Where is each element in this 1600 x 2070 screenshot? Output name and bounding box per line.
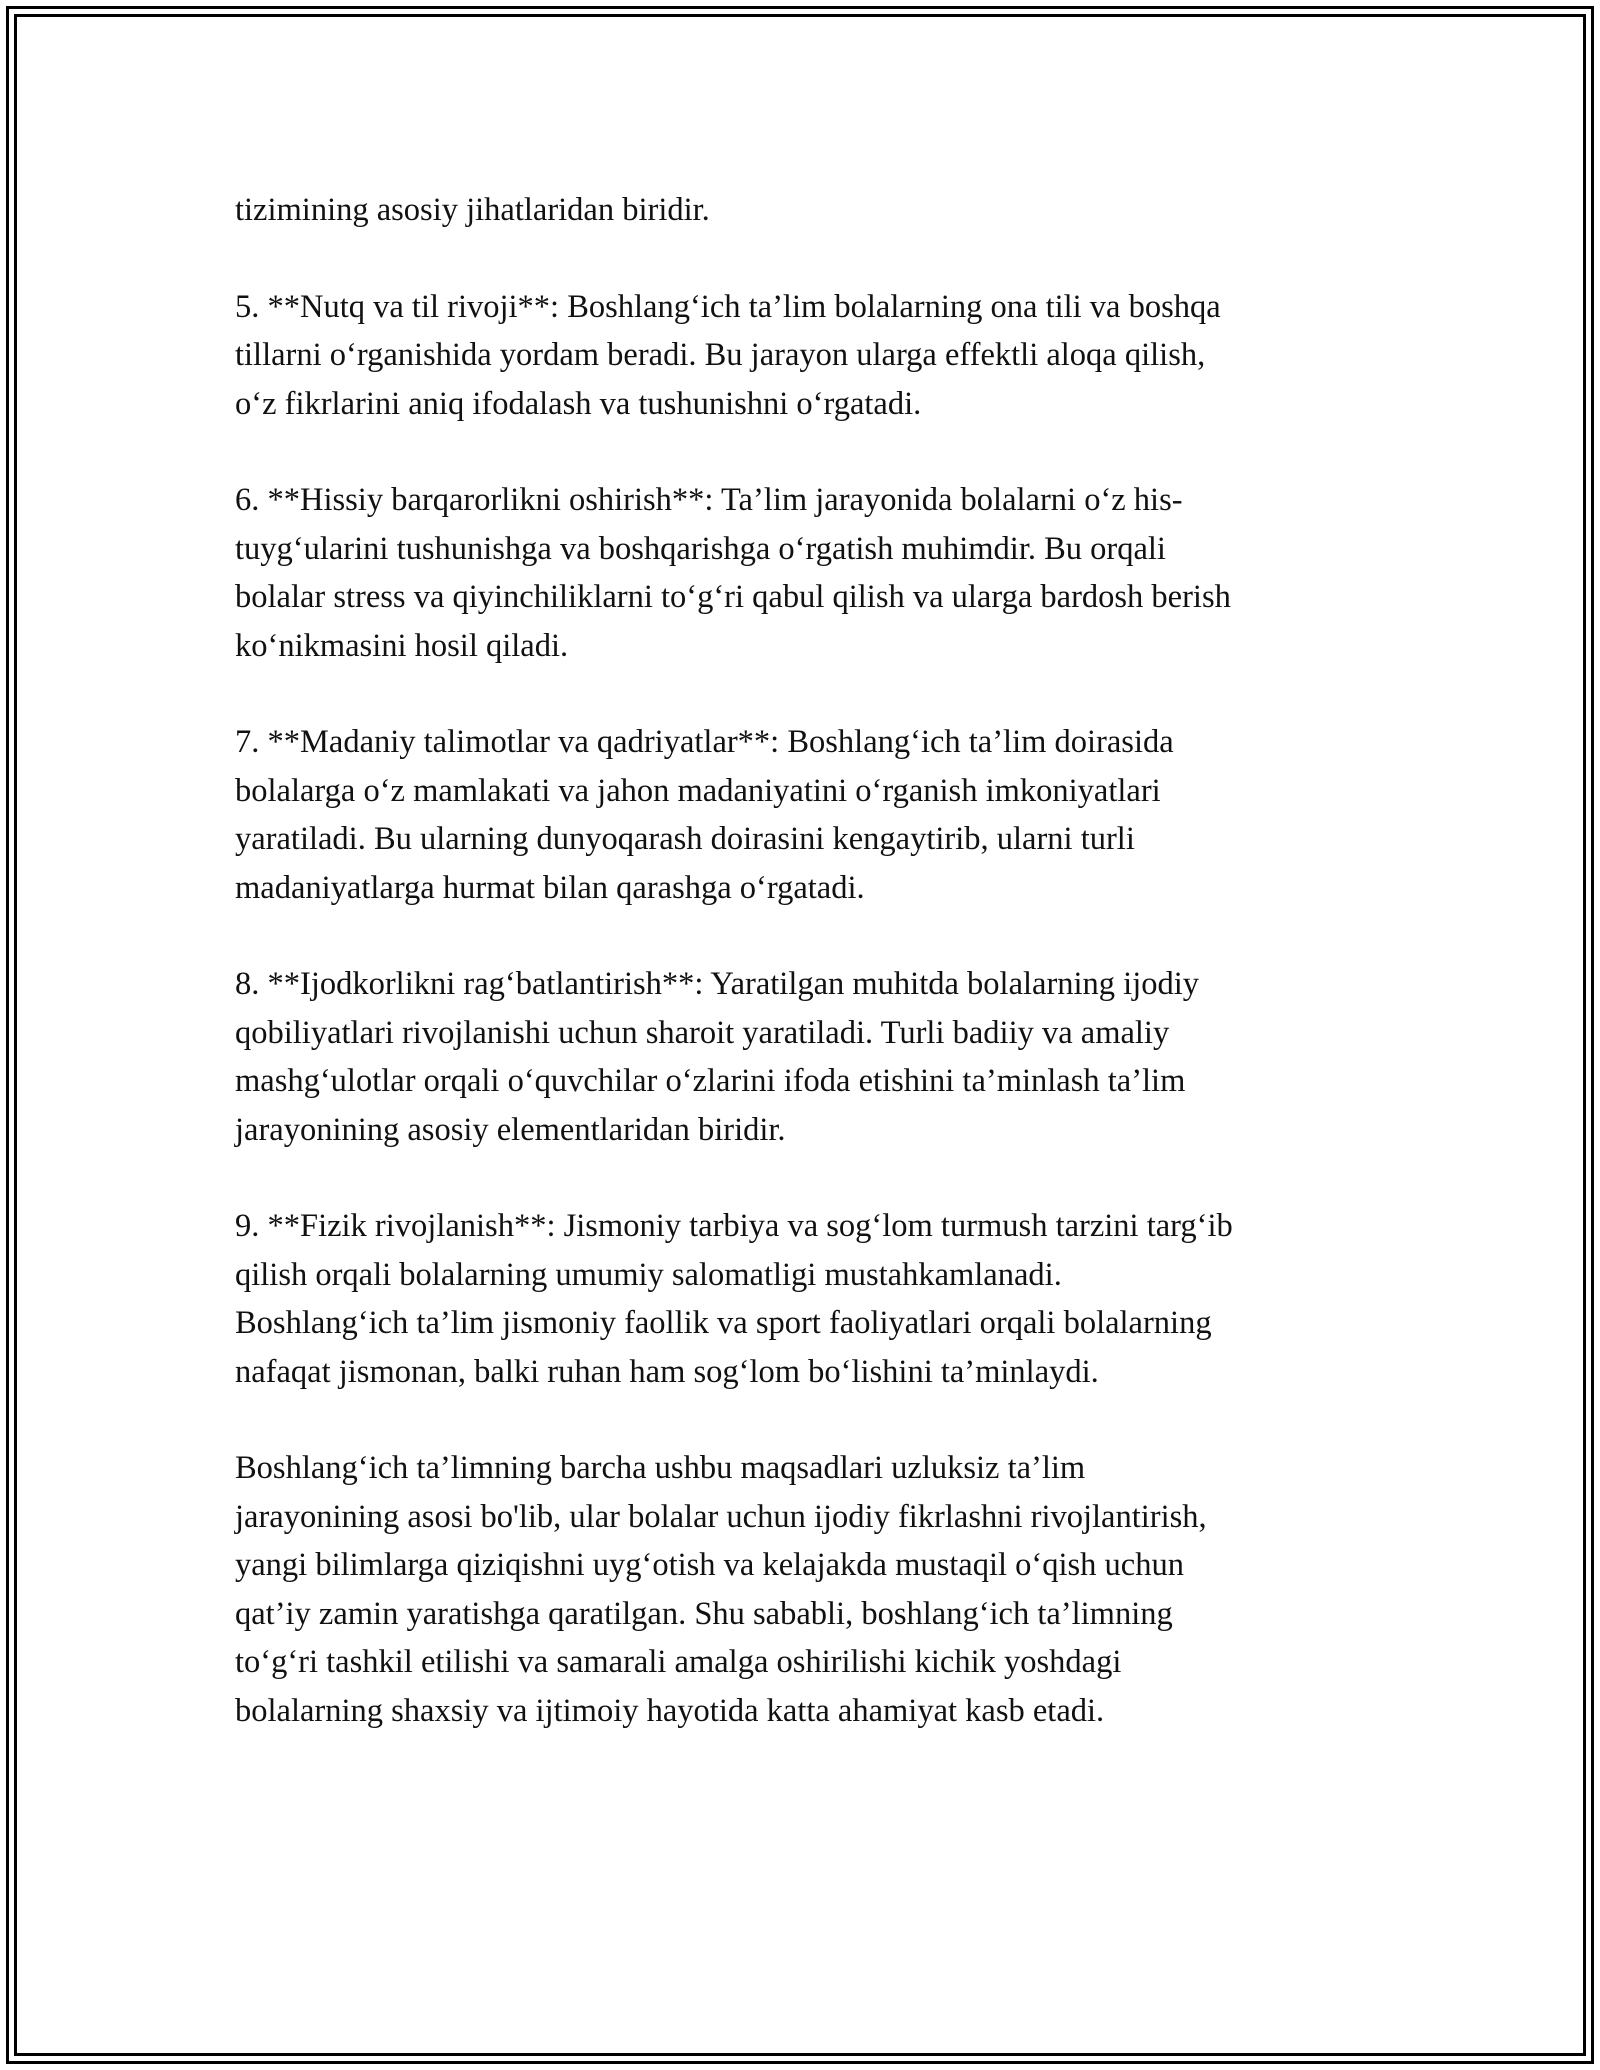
- text-line: jarayonining asosiy elementlaridan biridir.: [235, 1111, 786, 1148]
- text-line: 6. **Hissiy barqarorlikni oshirish**: Ta’lim jarayonida bolalarni o‘z his-: [235, 482, 1183, 519]
- paragraph-continuation: [235, 186, 1375, 234]
- text-line: nafaqat jismonan, balki ruhan ham sog‘lom bo‘lishini ta’minlaydi.: [235, 1353, 1099, 1390]
- paragraph-conclusion: [235, 1444, 1375, 1734]
- text-line: 5. **Nutq va til rivoji**: Boshlang‘ich ta’lim bolalarning ona tili va boshqa: [235, 288, 1221, 325]
- text-line: jarayonining asosi bo'lib, ular bolalar uchun ijodiy fikrlashni rivojlantirish,: [235, 1498, 1207, 1535]
- text-line: bolalarga o‘z mamlakati va jahon madaniyatini o‘rganish imkoniyatlari: [235, 772, 1161, 809]
- text-line: Boshlang‘ich ta’lim jismoniy faollik va sport faoliyatlari orqali bolalarning: [235, 1305, 1212, 1342]
- text-line: mashg‘ulotlar orqali o‘quvchilar o‘zlarini ifoda etishini ta’minlash ta’lim: [235, 1063, 1186, 1100]
- text-line: 8. **Ijodkorlikni rag‘batlantirish**: Yaratilgan muhitda bolalarning ijodiy: [235, 966, 1200, 1003]
- text-line: bolalar stress va qiyinchiliklarni to‘g‘ri qabul qilish va ularga bardosh berish: [235, 579, 1231, 616]
- text-line: qat’iy zamin yaratishga qaratilgan. Shu sababli, boshlang‘ich ta’limning: [235, 1595, 1173, 1632]
- text-line: qilish orqali bolalarning umumiy salomatligi mustahkamlanadi.: [235, 1256, 1062, 1293]
- text-line: yaratiladi. Bu ularning dunyoqarash doirasini kengaytirib, ularni turli: [235, 821, 1135, 858]
- text-line: 7. **Madaniy talimotlar va qadriyatlar**: Boshlang‘ich ta’lim doirasida: [235, 724, 1174, 761]
- paragraph-item-6-emotional-stability: [235, 476, 1375, 670]
- paragraph-item-7-cultural-values: [235, 718, 1375, 912]
- text-line: tizimining asosiy jihatlaridan biridir.: [235, 192, 710, 228]
- text-line: madaniyatlarga hurmat bilan qarashga o‘rgatadi.: [235, 869, 865, 906]
- text-line: to‘g‘ri tashkil etilishi va samarali amalga oshirilishi kichik yoshdagi: [235, 1644, 1122, 1681]
- text-line: yangi bilimlarga qiziqishni uyg‘otish va kelajakda mustaqil o‘qish uchun: [235, 1547, 1184, 1584]
- text-line: bolalarning shaxsiy va ijtimoiy hayotida katta ahamiyat kasb etadi.: [235, 1692, 1105, 1729]
- text-line: qobiliyatlari rivojlanishi uchun sharoit yaratiladi. Turli badiiy va amaliy: [235, 1014, 1170, 1051]
- paragraph-item-5-speech-language: [235, 283, 1375, 428]
- text-line: ko‘nikmasini hosil qiladi.: [235, 627, 569, 664]
- text-line: tillarni o‘rganishida yordam beradi. Bu jarayon ularga effektli aloqa qilish,: [235, 337, 1206, 374]
- paragraph-item-8-creativity: [235, 960, 1375, 1154]
- text-line: tuyg‘ularini tushunishga va boshqarishga o‘rgatish muhimdir. Bu orqali: [235, 530, 1166, 567]
- document-body: [235, 186, 1375, 1783]
- paragraph-item-9-physical-development: [235, 1202, 1375, 1396]
- text-line: Boshlang‘ich ta’limning barcha ushbu maqsadlari uzluksiz ta’lim: [235, 1450, 1086, 1487]
- text-line: 9. **Fizik rivojlanish**: Jismoniy tarbiya va sog‘lom turmush tarzini targ‘ib: [235, 1208, 1233, 1245]
- text-line: o‘z fikrlarini aniq ifodalash va tushunishni o‘rgatadi.: [235, 385, 922, 422]
